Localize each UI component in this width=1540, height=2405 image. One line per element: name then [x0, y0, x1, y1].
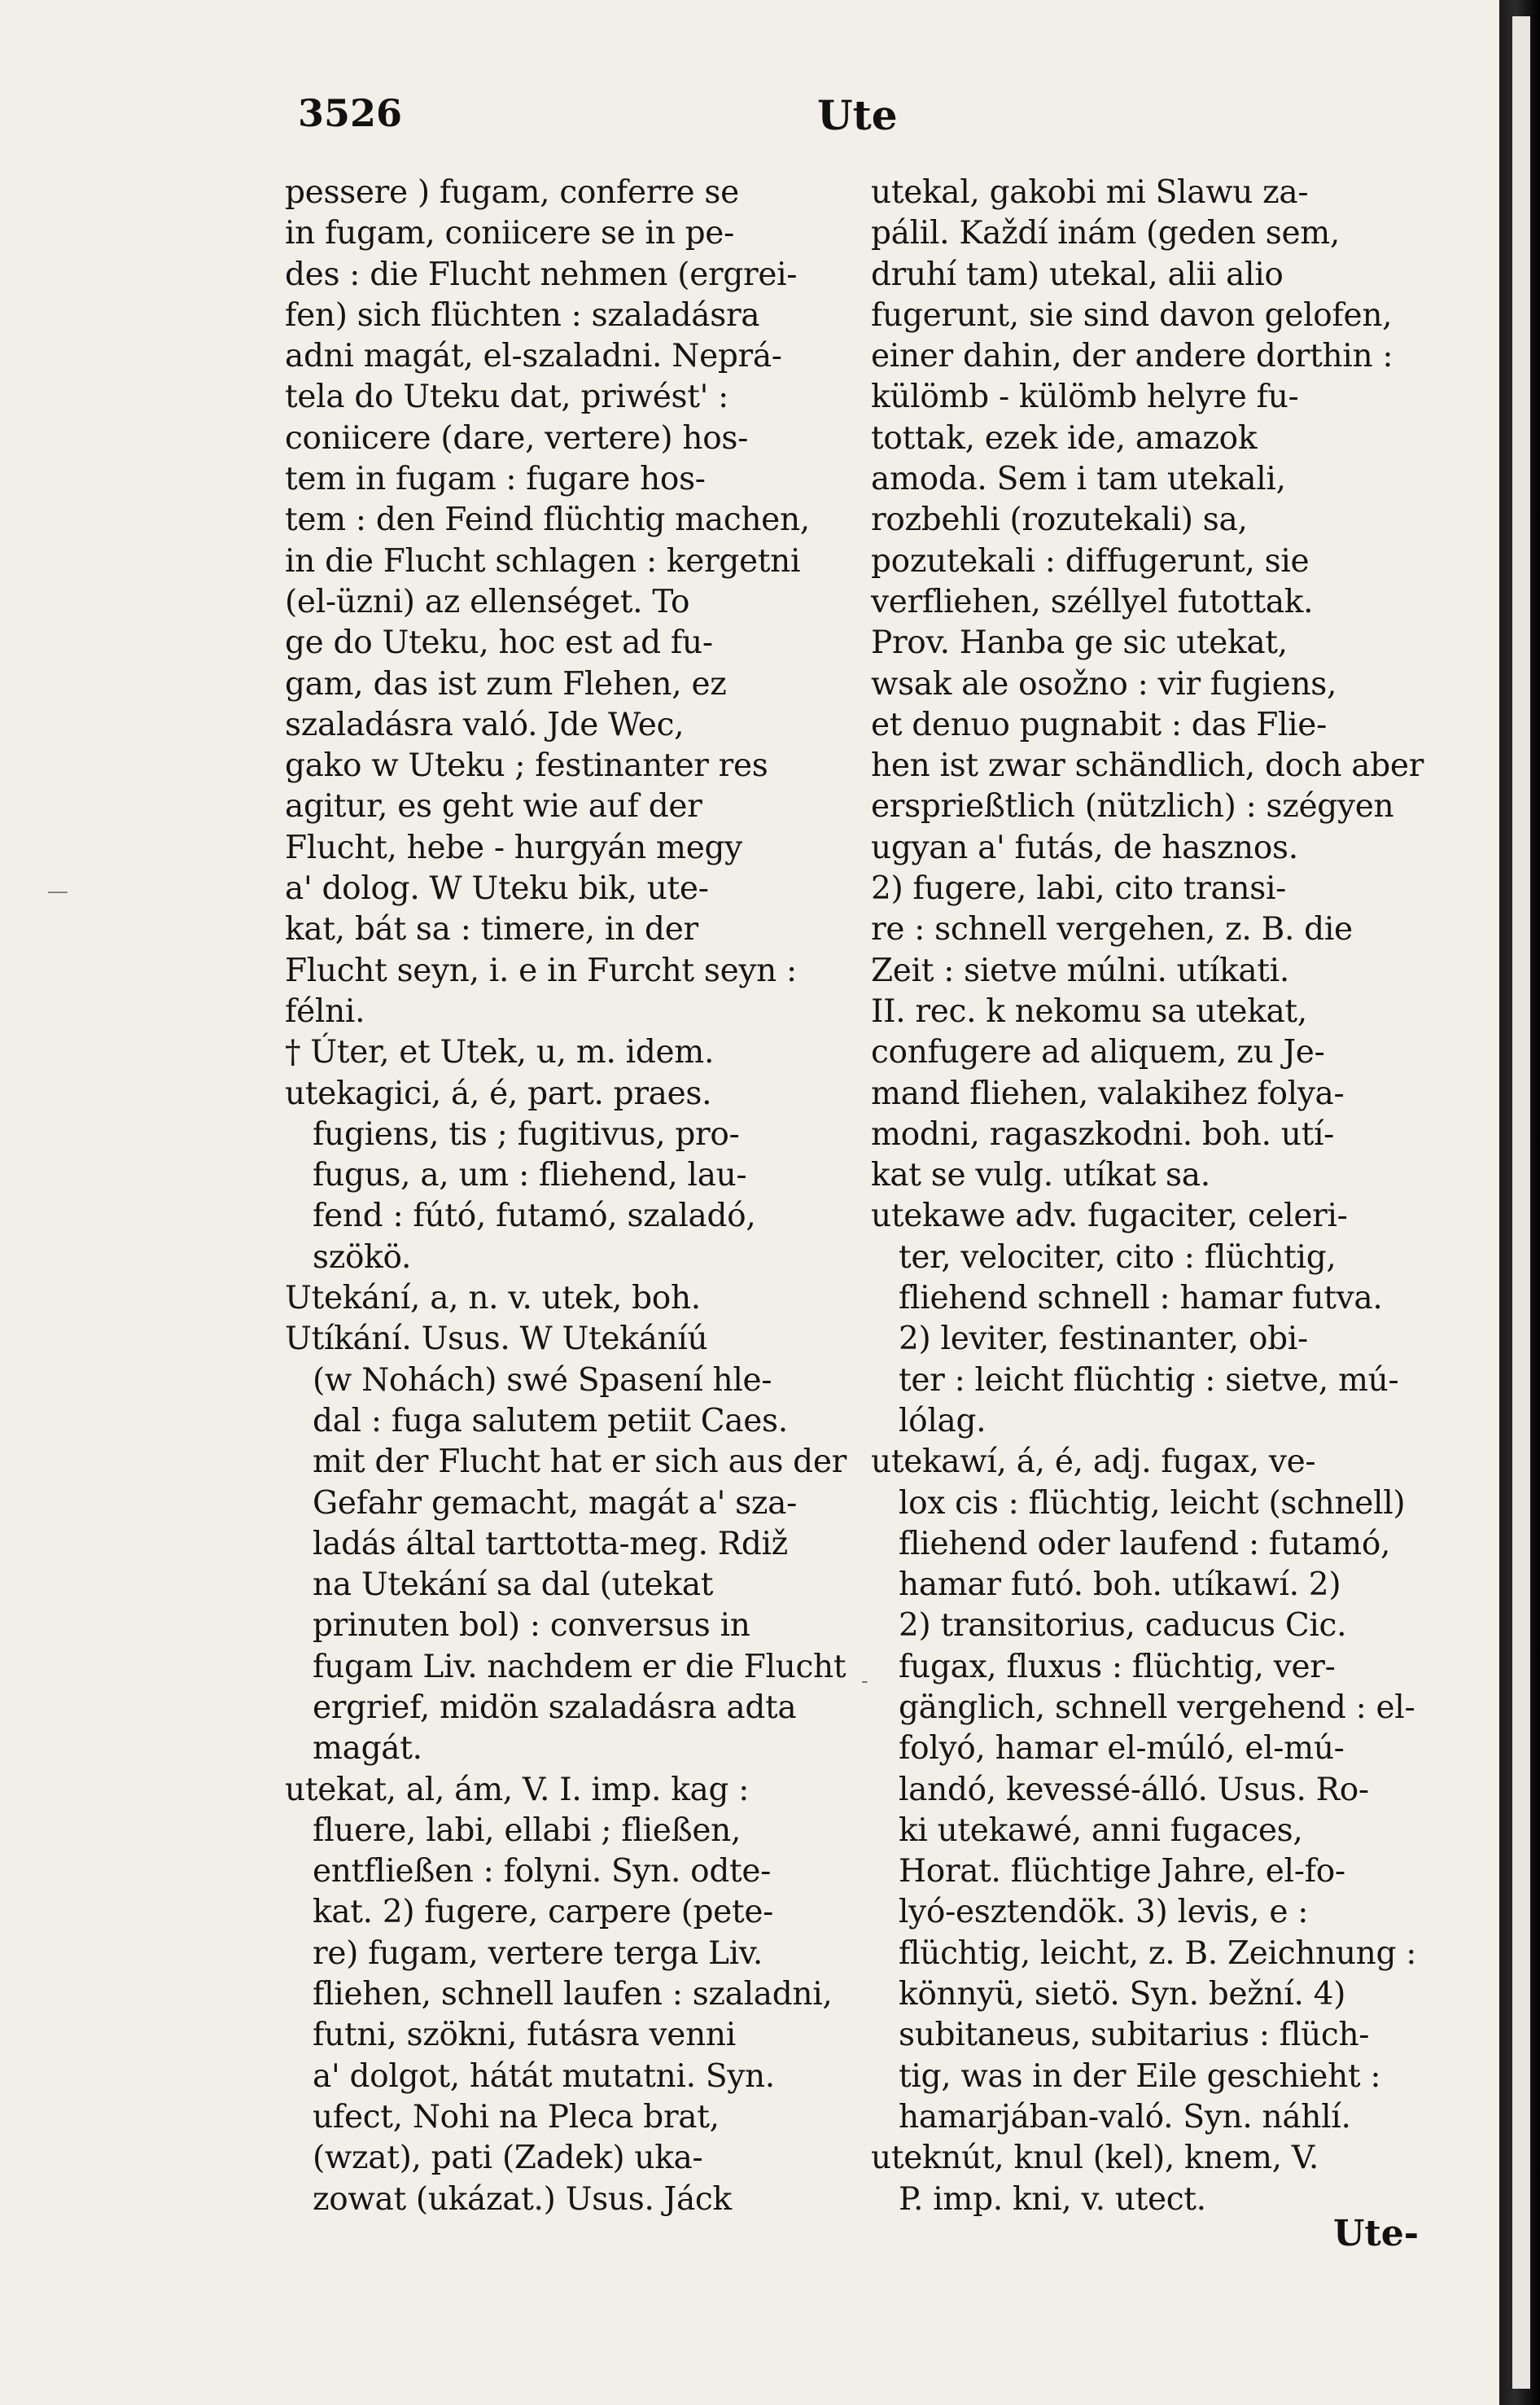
text-line: ter : leicht flüchtig : sietve, mú- [899, 1361, 1399, 1399]
text-line: fluere, labi, ellabi ; fließen, [313, 1811, 742, 1849]
margin-mark: — [47, 879, 68, 904]
text-line: dal : fuga salutem petiit Caes. [313, 1402, 788, 1439]
text-line: tela do Uteku dat, priwést' : [285, 379, 728, 416]
text-line: lox cis : flüchtig, leicht (schnell) [899, 1484, 1406, 1522]
text-line: fliehen, schnell laufen : szaladni, [313, 1976, 833, 2013]
text-line: utekawe adv. fugaciter, celeri- [871, 1198, 1348, 1235]
text-line: (wzat), pati (Zadek) uka- [313, 2140, 703, 2177]
text-line: mand fliehen, valakihez folya- [871, 1075, 1345, 1112]
text-line: utekat, al, ám, V. I. imp. kag : [285, 1771, 750, 1808]
text-line: rozbehli (rozutekali) sa, [871, 502, 1248, 539]
text-line: kat se vulg. utíkat sa. [871, 1157, 1210, 1194]
text-line: in die Flucht schlagen : kergetni [285, 542, 801, 580]
text-line: fen) sich flüchten : szaladásra [285, 296, 760, 334]
text-line: agitur, es geht wie auf der [285, 788, 702, 826]
text-line: Zeit : sietve múlni. utíkati. [871, 952, 1289, 989]
left-column [285, 173, 847, 2220]
text-line: fugam Liv. nachdem er die Flucht [313, 1648, 847, 1685]
text-line: fend : fútó, futamó, szaladó, [313, 1198, 756, 1235]
text-line: gänglich, schnell vergehend : el- [899, 1689, 1415, 1726]
text-line: mit der Flucht hat er sich aus der [313, 1443, 847, 1481]
text-line: a' dolog. W Uteku bik, ute- [285, 870, 709, 908]
text-line: uteknút, knul (kel), knem, V. [871, 2140, 1319, 2177]
text-line: re) fugam, vertere terga Liv. [313, 1934, 763, 1972]
text-line: pessere ) fugam, conferre se [285, 174, 739, 211]
text-line: ge do Uteku, hoc est ad fu- [285, 624, 713, 662]
text-line: magát. [313, 1730, 422, 1768]
text-line: Flucht, hebe - hurgyán megy [285, 829, 742, 866]
text-line: ladás által tarttotta-meg. Rdiž [313, 1525, 788, 1562]
text-line: modni, ragaszkodni. boh. utí- [871, 1115, 1335, 1153]
text-line: landó, kevessé-álló. Usus. Ro- [899, 1771, 1369, 1808]
text-line: fugax, fluxus : flüchtig, ver- [899, 1648, 1336, 1685]
text-line: könnyü, sietö. Syn. bežní. 4) [899, 1976, 1346, 2013]
page-number: 3526 [298, 91, 403, 135]
text-line: kat, bát sa : timere, in der [285, 911, 698, 948]
text-line: Horat. flüchtige Jahre, el-fo- [899, 1853, 1345, 1890]
text-line: adni magát, el-szaladni. Neprá- [285, 338, 782, 375]
text-line: ter, velociter, cito : flüchtig, [899, 1238, 1337, 1276]
text-line: fliehend schnell : hamar futva. [899, 1280, 1383, 1317]
text-line: 2) leviter, festinanter, obi- [899, 1321, 1308, 1358]
catchword: Ute- [1333, 2213, 1419, 2254]
text-line: 2) fugere, labi, cito transi- [871, 870, 1287, 908]
text-line: szaladásra való. Jde Wec, [285, 706, 685, 743]
text-line: a' dolgot, hátát mutatni. Syn. [313, 2057, 775, 2095]
page-edge-binding [1499, 0, 1540, 2405]
text-line: zowat (ukázat.) Usus. Jáck [313, 2180, 732, 2218]
text-line: gako w Uteku ; festinanter res [285, 747, 768, 785]
text-line: hamar futó. boh. utíkawí. 2) [899, 1566, 1341, 1604]
text-line: utekal, gakobi mi Slawu za- [871, 174, 1309, 211]
text-line: ugyan a' futás, de hasznos. [871, 829, 1298, 866]
text-line: folyó, hamar el-múló, el-mú- [899, 1730, 1345, 1768]
text-line: fliehend oder laufend : futamó, [899, 1525, 1391, 1562]
text-line: Prov. Hanba ge sic utekat, [871, 624, 1288, 662]
text-line: re : schnell vergehen, z. B. die [871, 911, 1353, 948]
text-line: szökö. [313, 1238, 412, 1276]
text-line: (el-üzni) az ellenséget. To [285, 583, 690, 620]
text-line: utekawí, á, é, adj. fugax, ve- [871, 1443, 1316, 1481]
text-line: hen ist zwar schändlich, doch aber [871, 747, 1424, 785]
text-line: verfliehen, széllyel futottak. [871, 583, 1314, 620]
text-line: lólag. [899, 1402, 987, 1439]
text-line: ufect, Nohi na Pleca brat, [313, 2098, 720, 2136]
text-line: pálil. Každí inám (geden sem, [871, 215, 1341, 252]
text-line: félni. [285, 992, 365, 1030]
text-line: 2) transitorius, caducus Cic. [899, 1607, 1347, 1645]
text-line: gam, das ist zum Flehen, ez [285, 665, 727, 703]
text-line: (w Nohách) swé Spasení hle- [313, 1361, 772, 1399]
text-line: fugiens, tis ; fugitivus, pro- [313, 1115, 740, 1153]
text-line: II. rec. k nekomu sa utekat, [871, 992, 1307, 1030]
text-line: tem in fugam : fugare hos- [285, 461, 706, 498]
page-header [0, 91, 1499, 140]
text-line: ergrief, midön szaladásra adta [313, 1689, 797, 1726]
text-line: † Úter, et Utek, u, m. idem. [285, 1034, 715, 1071]
text-line: pozutekali : diffugerunt, sie [871, 542, 1310, 580]
text-line: subitaneus, subitarius : flüch- [899, 2017, 1370, 2054]
text-line: Utíkání. Usus. W Utekáníú [285, 1321, 708, 1358]
text-line: fugerunt, sie sind davon gelofen, [871, 296, 1393, 334]
text-line: druhí tam) utekal, alii alio [871, 256, 1284, 293]
text-line: coniicere (dare, vertere) hos- [285, 419, 749, 457]
text-line: Gefahr gemacht, magát a' sza- [313, 1484, 797, 1522]
text-line: fugus, a, um : fliehend, lau- [313, 1157, 747, 1194]
text-line: wsak ale osožno : vir fugiens, [871, 665, 1337, 703]
text-line: prinuten bol) : conversus in [313, 1607, 750, 1645]
text-line: lyó-esztendök. 3) levis, e : [899, 1894, 1309, 1931]
text-line: confugere ad aliquem, zu Je- [871, 1034, 1325, 1071]
text-line: P. imp. kni, v. utect. [899, 2180, 1206, 2218]
text-line: Flucht seyn, i. e in Furcht seyn : [285, 952, 797, 989]
text-line: külömb - külömb helyre fu- [871, 379, 1299, 416]
text-line: tem : den Feind flüchtig machen, [285, 502, 810, 539]
right-column [871, 173, 1424, 2220]
text-line: futni, szökni, futásra venni [313, 2017, 736, 2054]
text-line: kat. 2) fugere, carpere (pete- [313, 1894, 773, 1931]
text-line: amoda. Sem i tam utekali, [871, 461, 1286, 498]
text-line: et denuo pugnabit : das Flie- [871, 706, 1327, 743]
text-line: in fugam, coniicere se in pe- [285, 215, 734, 252]
margin-mark: - [861, 1669, 868, 1693]
text-line: flüchtig, leicht, z. B. Zeichnung : [899, 1934, 1417, 1972]
text-line: hamarjában-való. Syn. náhlí. [899, 2098, 1351, 2136]
text-line: ki utekawé, anni fugaces, [899, 1811, 1303, 1849]
text-line: Utekání, a, n. v. utek, boh. [285, 1280, 701, 1317]
text-line: des : die Flucht nehmen (ergrei- [285, 256, 798, 293]
text-line: na Utekání sa dal (utekat [313, 1566, 714, 1604]
text-line: tig, was in der Eile geschieht : [899, 2057, 1381, 2095]
text-line: utekagici, á, é, part. praes. [285, 1075, 712, 1112]
text-line: entfließen : folyni. Syn. odte- [313, 1853, 772, 1890]
running-head: Ute [817, 91, 898, 139]
text-line: einer dahin, der andere dorthin : [871, 338, 1393, 375]
text-line: tottak, ezek ide, amazok [871, 419, 1258, 457]
text-line: ersprießtlich (nützlich) : szégyen [871, 788, 1394, 826]
